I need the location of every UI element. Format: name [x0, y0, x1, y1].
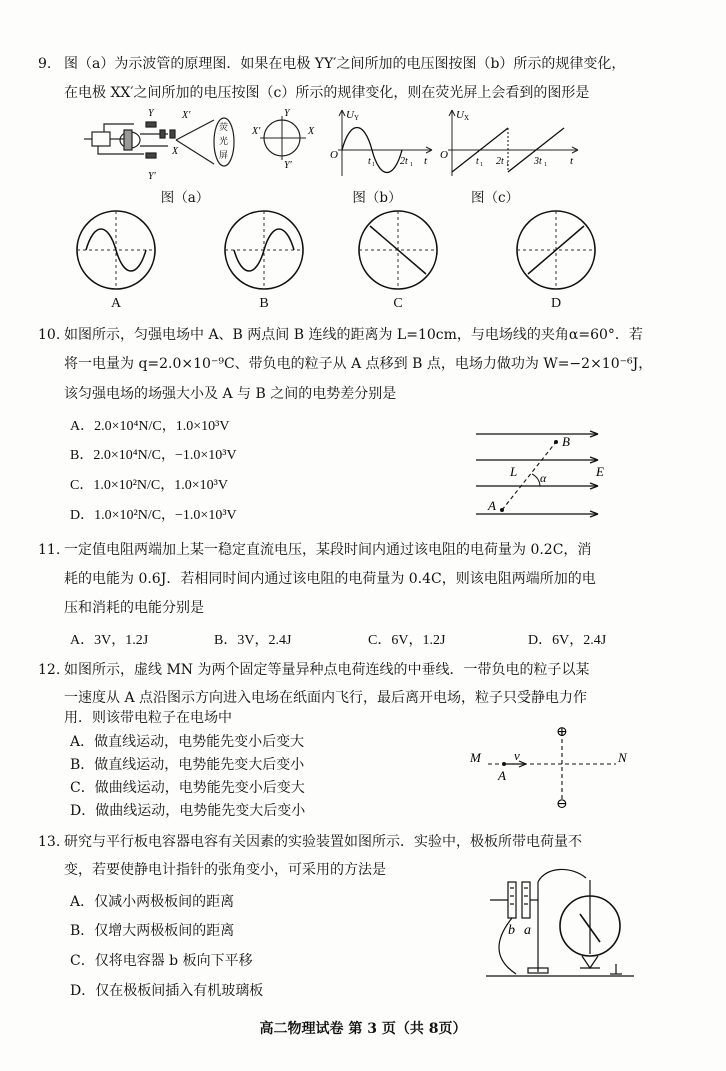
q12-option-a[interactable]: A．做直线运动，电势能先变小后变大: [70, 734, 305, 750]
q9-fig-a-screen-y-label: Y: [284, 108, 290, 119]
q9-choice-b-screen[interactable]: [222, 208, 306, 292]
q9-fig-a-caption: 图（a）: [160, 190, 210, 206]
q9-fig-c-axis-sub: X: [464, 114, 470, 122]
q9-fig-a-screen-char2: 光: [219, 136, 229, 146]
q9-fig-b-caption: 图（b）: [352, 190, 402, 206]
q12-fig-positive-charge: ⊕: [556, 725, 568, 740]
q12-stem-line2: 一速度从 A 点沿图示方向进入电场在纸面内飞行，最后离开电场，粒子只受静电力作: [64, 690, 588, 706]
q9-fig-a-yp-label: Y′: [148, 171, 156, 182]
q12-option-d[interactable]: D．做曲线运动，电势能先变大后变小: [70, 803, 306, 819]
q12-stem-line1: 如图所示，虚线 MN 为两个固定等量异种点电荷连线的中垂线．一带负电的粒子以某: [64, 662, 590, 678]
q9-fig-b-t-axis: t: [424, 155, 428, 167]
q9-fig-a-x-label: X: [172, 146, 179, 157]
q9-fig-c-axis-label: U: [456, 109, 464, 121]
q10-fig-length-l: L: [510, 464, 518, 479]
q11-stem-line1: 一定值电阻两端加上某一稳定直流电压，某段时间内通过该电阻的电荷量为 0.2C，消: [64, 542, 592, 558]
q9-fig-b-t1-sub: 1: [372, 162, 375, 168]
q9-fig-c-caption: 图（c）: [470, 190, 520, 206]
q12-stem-line3: 用．则该带电粒子在电场中: [64, 710, 232, 726]
q13-fig-plate-b: b: [508, 923, 515, 938]
q9-fig-b-axis-label: U: [346, 109, 354, 121]
q9-figure-b-uy-graph: [328, 106, 434, 178]
q10-stem-line2: 将一电量为 q=2.0×10⁻⁹C、带负电的粒子从 A 点移到 B 点，电场力做功为 W=−2×10⁻⁶J，: [64, 356, 653, 372]
q13-option-a[interactable]: A．仅减小两极板间的距离: [70, 894, 235, 910]
q13-option-d[interactable]: D．仅在极板间插入有机玻璃板: [70, 983, 264, 999]
q9-fig-a-screen-x-label: X′: [252, 126, 261, 137]
page-footer: 高二物理试卷 第 3 页（共 8页）: [259, 1021, 467, 1037]
q11-option-a[interactable]: A．3V，1.2J: [70, 633, 149, 648]
q10-field-diagram: [470, 424, 610, 524]
q9-fig-c-t1-sub: 1: [480, 162, 483, 168]
q9-fig-a-xp-label: X′: [182, 110, 191, 121]
q13-fig-plate-a: a: [524, 923, 531, 938]
q10-fig-point-b: B: [562, 434, 570, 449]
q9-fig-a-screen-yp-label: Y′: [284, 160, 292, 171]
q9-fig-c-t3: 3t: [534, 156, 542, 167]
q9-choice-a-screen[interactable]: [74, 208, 158, 292]
q9-fig-c-t2: 2t: [496, 156, 504, 167]
q12-fig-point-a: A: [498, 768, 506, 783]
q10-fig-field-e: E: [596, 464, 604, 479]
q10-number: 10.: [38, 327, 61, 343]
q13-option-c[interactable]: C．仅将电容器 b 板向下平移: [70, 953, 253, 969]
q9-fig-b-t2-sub: 1: [410, 162, 413, 168]
q10-option-b[interactable]: B．2.0×10⁴N/C，−1.0×10³V: [70, 448, 237, 463]
q10-stem-line1: 如图所示，匀强电场中 A、B 两点间 B 连线的距离为 L=10cm，与电场线的夹角α=60°．若: [64, 327, 643, 343]
q12-fig-point-m: M: [470, 750, 481, 765]
q12-fig-velocity-v: v: [514, 748, 520, 763]
q11-option-c[interactable]: C．6V，1.2J: [368, 633, 446, 648]
q12-fig-point-n: N: [618, 750, 627, 765]
q11-stem-line3: 压和消耗的电能分别是: [64, 600, 204, 616]
q10-fig-angle-alpha: α: [540, 471, 547, 485]
q9-choice-b-label[interactable]: B: [259, 296, 269, 311]
q11-option-b[interactable]: B．3V，2.4J: [214, 633, 292, 648]
q10-fig-point-a: A: [488, 498, 496, 513]
q9-fig-b-origin: O: [330, 149, 338, 161]
q9-number: 9.: [38, 56, 52, 72]
q10-stem-line3: 该匀强电场的场强大小及 A 与 B 之间的电势差分别是: [64, 386, 397, 402]
q12-charges-diagram: [466, 720, 636, 812]
q10-option-c[interactable]: C．1.0×10²N/C，1.0×10³V: [70, 478, 228, 493]
q9-choice-a-label[interactable]: A: [110, 296, 122, 311]
q11-stem-line2: 耗的电能为 0.6J．若相同时间内通过该电阻的电荷量为 0.4C，则该电阻两端所加的电: [64, 571, 596, 587]
q9-stem-line2: 在电极 XX′之间所加的电压按图（c）所示的规律变化，则在荧光屏上会看到的图形是: [64, 85, 590, 101]
q13-number: 13.: [38, 834, 61, 850]
q9-fig-b-t1: t: [368, 156, 371, 167]
q13-stem-line1: 研究与平行板电容器电容有关因素的实验装置如图所示．实验中，极板所带电荷量不: [64, 834, 582, 850]
q9-figure-a-oscilloscope: [84, 104, 320, 184]
q9-fig-a-screen-char1: 荧: [219, 122, 229, 132]
q9-figure-c-ux-graph: [438, 106, 580, 178]
q12-number: 12.: [38, 662, 61, 678]
q10-option-a[interactable]: A．2.0×10⁴N/C，1.0×10³V: [70, 419, 230, 434]
q11-option-d[interactable]: D．6V，2.4J: [528, 633, 607, 648]
q12-fig-negative-charge: ⊖: [556, 797, 568, 812]
q11-number: 11.: [38, 542, 61, 558]
q9-choice-d-label[interactable]: D: [550, 296, 562, 311]
q9-stem-line1: 图（a）为示波管的原理图．如果在电极 YY′之间所加的电压图按图（b）所示的规律变化，: [64, 56, 626, 72]
q9-fig-b-t2: 2t: [400, 156, 408, 167]
q9-fig-c-t-axis: t: [570, 155, 574, 167]
q9-choice-c-label[interactable]: C: [393, 296, 403, 311]
q9-fig-a-screen-char3: 屏: [219, 150, 229, 160]
q9-fig-a-y-label: Y: [148, 108, 154, 119]
q9-fig-c-t3-sub: 1: [544, 162, 547, 168]
q9-fig-a-screen-xp-label: X: [308, 126, 315, 137]
q9-fig-c-origin: O: [440, 149, 448, 161]
q9-fig-c-t1: t: [476, 156, 479, 167]
q10-option-d[interactable]: D．1.0×10²N/C，−1.0×10³V: [70, 508, 237, 523]
q13-stem-line2: 变，若要使静电计指针的张角变小，可采用的方法是: [64, 862, 386, 878]
q9-choice-c-screen[interactable]: [356, 208, 440, 292]
q12-option-b[interactable]: B．做直线运动，电势能先变大后变小: [70, 757, 305, 773]
q13-option-b[interactable]: B．仅增大两极板间的距离: [70, 923, 235, 939]
q9-fig-c-t2-sub: 1: [506, 162, 509, 168]
q12-option-c[interactable]: C．做曲线运动，电势能先变小后变大: [70, 780, 305, 796]
q9-choice-d-screen[interactable]: [514, 208, 598, 292]
q13-electrometer-diagram: [486, 868, 636, 984]
q9-fig-b-axis-sub: Y: [354, 114, 360, 122]
